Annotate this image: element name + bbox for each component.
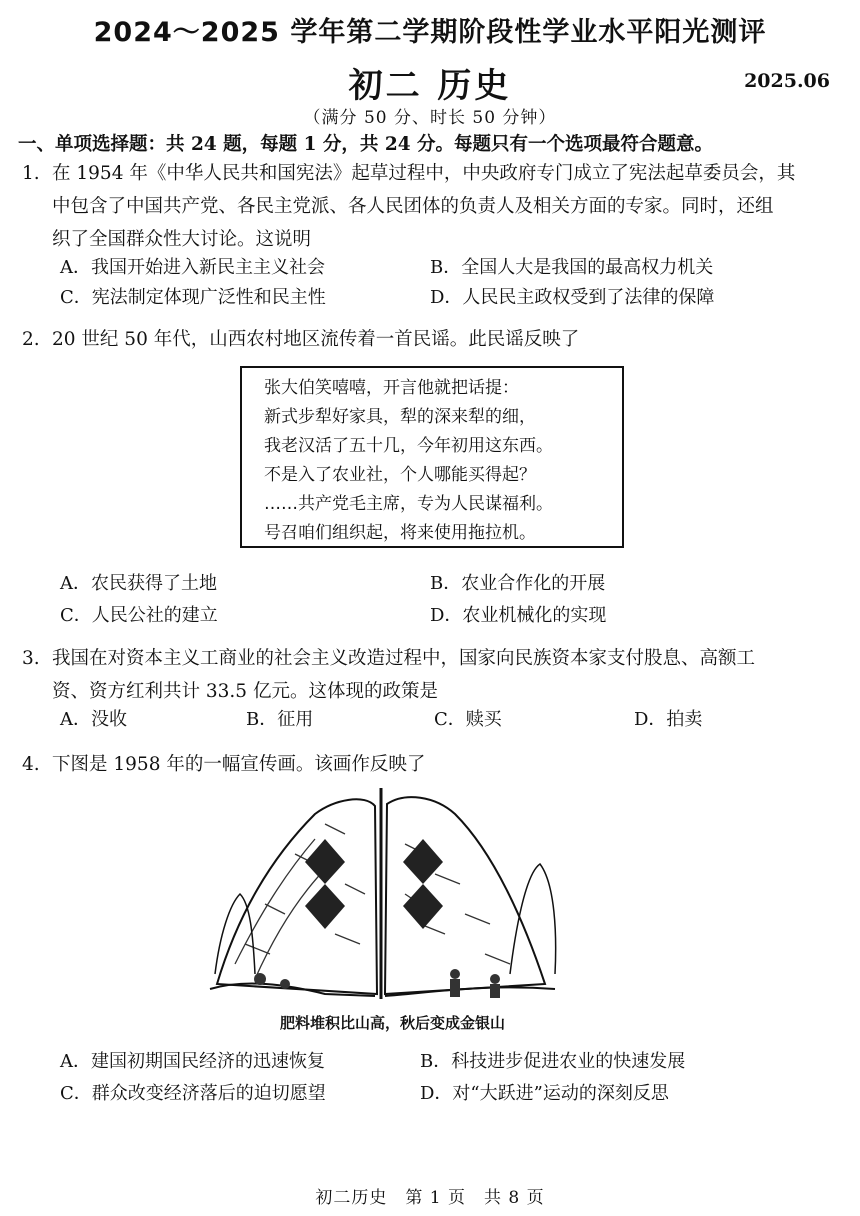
question-stem: 我国在对资本主义工商业的社会主义改造过程中，国家向民族资本家支付股息、高额工 bbox=[52, 648, 756, 669]
q2-option-d[interactable]: D．农业机械化的实现 bbox=[430, 605, 607, 626]
question-1-line-2: 中包含了中国共产党、各民主党派、各人民团体的负责人及相关方面的专家。同时，还组 bbox=[52, 196, 774, 217]
propaganda-poster-image bbox=[205, 784, 560, 1039]
poem-line: 我老汉活了五十几，今年初用这东西。 bbox=[264, 436, 553, 456]
q2-option-b[interactable]: B．农业合作化的开展 bbox=[430, 573, 606, 594]
q2-option-a[interactable]: A．农民获得了土地 bbox=[60, 573, 217, 594]
q4-option-d[interactable]: D．对“大跃进”运动的深刻反思 bbox=[420, 1083, 669, 1104]
q3-option-d[interactable]: D．拍卖 bbox=[634, 709, 703, 730]
poem-line: 不是入了农业社，个人哪能买得起？ bbox=[264, 465, 536, 485]
exam-date: 2025.06 bbox=[744, 70, 830, 92]
q1-option-a[interactable]: A．我国开始进入新民主主义社会 bbox=[60, 257, 325, 278]
score-info: （满分 50 分、时长 50 分钟） bbox=[303, 108, 557, 128]
poem-line: 张大伯笑嘻嘻，开言他就把话提： bbox=[264, 378, 519, 398]
q3-option-b[interactable]: B．征用 bbox=[246, 709, 314, 730]
exam-title: 2024～2025 学年第二学期阶段性学业水平阳光测评 bbox=[93, 17, 767, 48]
q4-option-b[interactable]: B．科技进步促进农业的快速发展 bbox=[420, 1051, 686, 1072]
page-footer: 初二历史 第 1 页 共 8 页 bbox=[315, 1188, 545, 1208]
folk-song-box bbox=[240, 366, 624, 548]
poster-caption: 肥料堆积比山高，秋后变成金银山 bbox=[279, 1014, 505, 1032]
q1-option-b[interactable]: B．全国人大是我国的最高权力机关 bbox=[430, 257, 714, 278]
poem-line: 号召咱们组织起，将来使用拖拉机。 bbox=[264, 523, 536, 543]
q2-option-c[interactable]: C．人民公社的建立 bbox=[60, 605, 218, 626]
q1-option-d[interactable]: D．人民民主政权受到了法律的保障 bbox=[430, 287, 715, 308]
q3-option-c[interactable]: C．赎买 bbox=[434, 709, 502, 730]
poem-line: 新式步犁好家具，犁的深来犁的细， bbox=[264, 407, 536, 427]
exam-subject: 初二 历史 bbox=[348, 66, 512, 106]
question-number: 1. bbox=[22, 163, 40, 184]
section-heading: 一、单项选择题：共 24 题，每题 1 分，共 24 分。每题只有一个选项最符合题意。 bbox=[18, 134, 714, 155]
question-3-line-2: 资、资方红利共计 33.5 亿元。这体现的政策是 bbox=[52, 681, 438, 702]
question-1-line-3: 织了全国群众性大讨论。这说明 bbox=[52, 229, 312, 250]
q3-option-a[interactable]: A．没收 bbox=[60, 709, 127, 730]
question-1 bbox=[22, 157, 842, 256]
question-stem: 在 1954 年《中华人民共和国宪法》起草过程中，中央政府专门成立了宪法起草委员会，其 bbox=[52, 163, 796, 184]
question-number: 3. bbox=[22, 648, 40, 669]
poem-line: ……共产党毛主席，专为人民谋福利。 bbox=[264, 494, 553, 514]
question-stem: 20 世纪 50 年代，山西农村地区流传着一首民谣。此民谣反映了 bbox=[52, 329, 580, 350]
question-3 bbox=[22, 642, 842, 708]
question-1-line-1 bbox=[22, 157, 842, 190]
q4-option-a[interactable]: A．建国初期国民经济的迅速恢复 bbox=[60, 1051, 325, 1072]
q4-option-c[interactable]: C．群众改变经济落后的迫切愿望 bbox=[60, 1083, 326, 1104]
question-number: 2. bbox=[22, 329, 40, 350]
question-stem: 下图是 1958 年的一幅宣传画。该画作反映了 bbox=[52, 754, 426, 775]
q1-option-c[interactable]: C．宪法制定体现广泛性和民主性 bbox=[60, 287, 326, 308]
question-number: 4. bbox=[22, 754, 40, 775]
question-2 bbox=[22, 323, 842, 356]
question-4 bbox=[22, 748, 842, 781]
